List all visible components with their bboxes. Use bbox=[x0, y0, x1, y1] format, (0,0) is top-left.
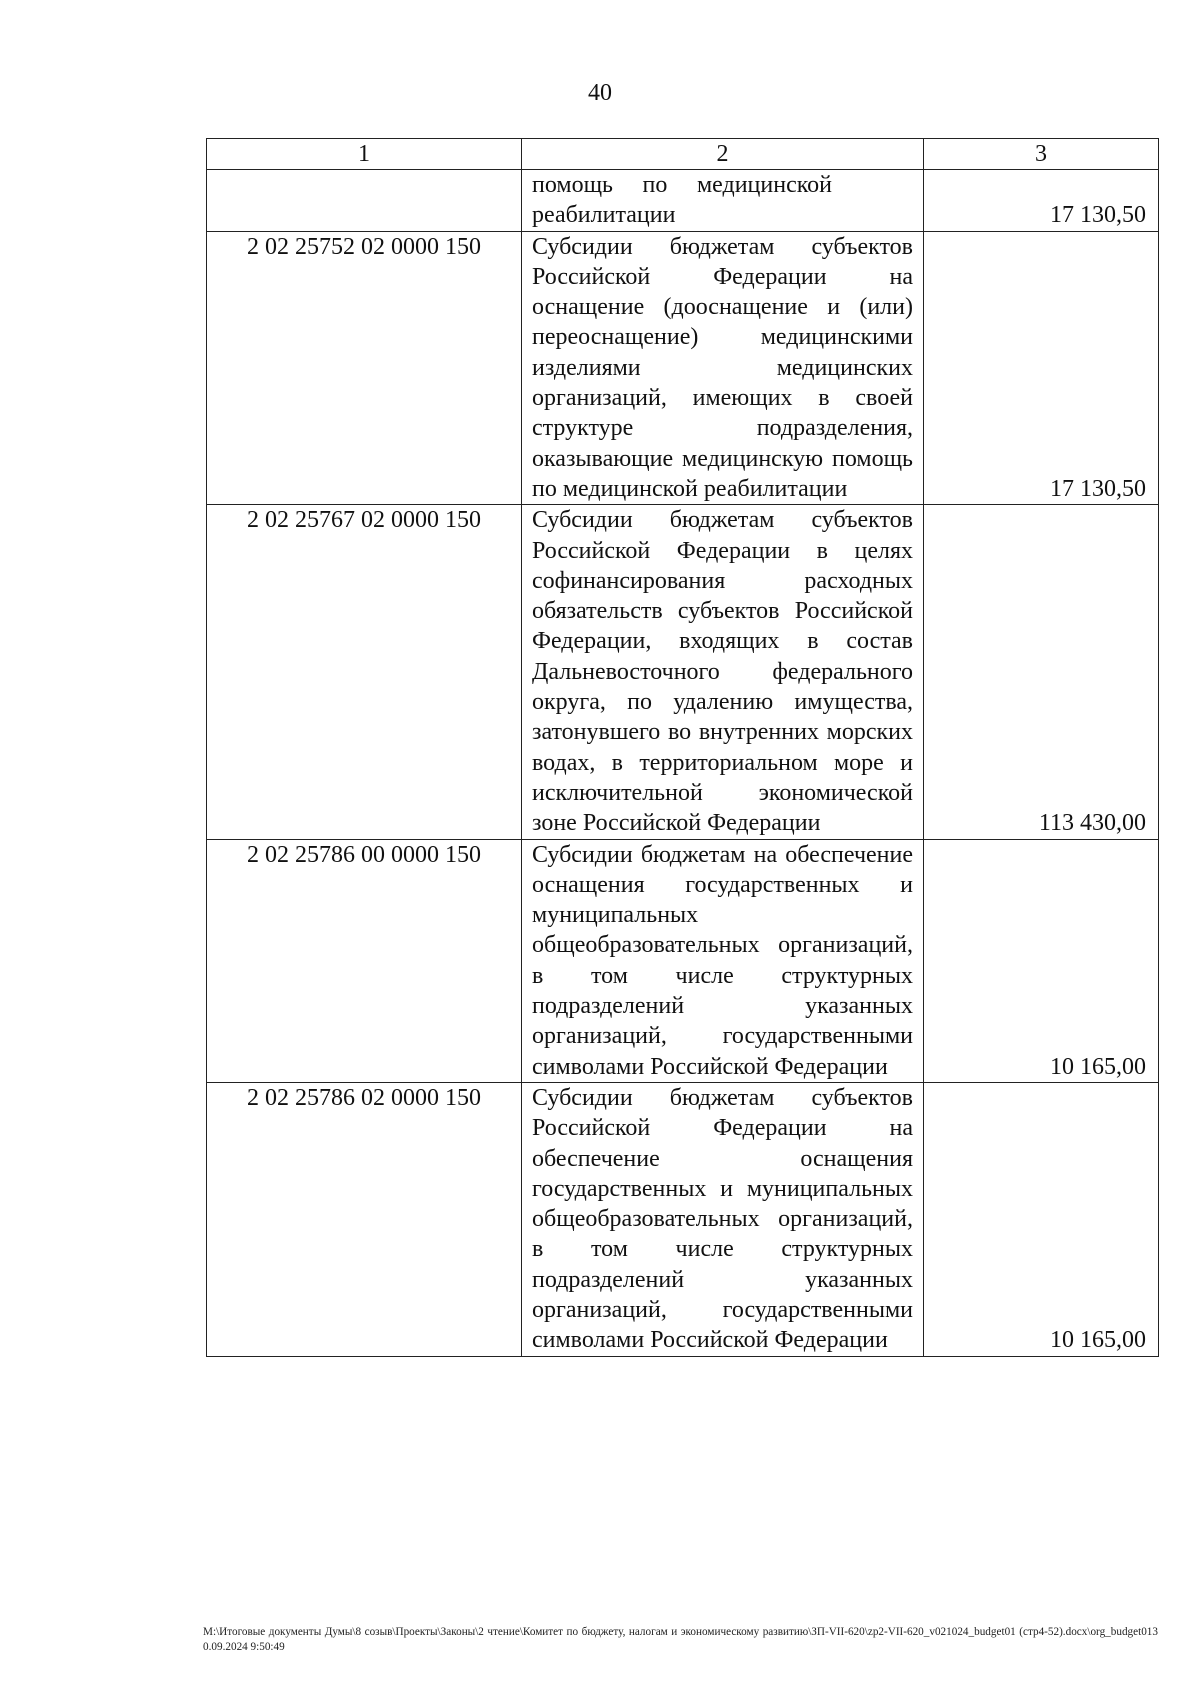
column-header-2: 2 bbox=[522, 139, 924, 170]
row-description-cell bbox=[522, 170, 924, 232]
row-amount-cell bbox=[924, 505, 1159, 839]
row-amount-cell bbox=[924, 231, 1159, 505]
row-amount-cell bbox=[924, 839, 1159, 1082]
footer-file-path: M:\Итоговые документы Думы\8 созыв\Проекты\Законы\2 чтение\Комитет по бюджету, налогам и экономическому развитию\ЗП-VII-620\zp2-VII-620_v021024_budget01 (стр4-52).docx\org_budget0130.09.2024 9:50:49 bbox=[203, 1626, 1158, 1653]
row-description: Субсидии бюджетам субъектов Российской Федерации на оснащение (дооснащение и (или) переоснащение) медицинскими изделиями медицинских организаций, имеющих в своей структуре подразделения, оказывающие медицинскую помощь по медицинской реабилитации bbox=[532, 233, 913, 502]
row-amount: 17 130,50 bbox=[1050, 202, 1146, 229]
table-row bbox=[207, 1082, 1159, 1356]
row-description: помощь по медицинской реабилитации bbox=[532, 172, 832, 229]
row-description-cell bbox=[522, 839, 924, 1082]
row-amount: 10 165,00 bbox=[1050, 1327, 1146, 1354]
row-code: 2 02 25786 02 0000 150 bbox=[207, 1082, 522, 1356]
row-amount-cell bbox=[924, 1082, 1159, 1356]
row-description-cell bbox=[522, 1082, 924, 1356]
table-row bbox=[207, 505, 1159, 839]
row-code: 2 02 25767 02 0000 150 bbox=[207, 505, 522, 839]
row-amount: 10 165,00 bbox=[1050, 1053, 1146, 1080]
row-code bbox=[207, 170, 522, 232]
page-number: 40 bbox=[588, 80, 612, 106]
row-description-cell bbox=[522, 505, 924, 839]
row-amount: 17 130,50 bbox=[1050, 475, 1146, 502]
row-description: Субсидии бюджетам субъектов Российской Федерации на обеспечение оснащения государственных и муниципальных общеобразовательных организаций, в том числе структурных подразделений указанных организаций, государственными символами Российской Федерации bbox=[532, 1084, 913, 1354]
row-description: Субсидии бюджетам субъектов Российской Федерации в целях софинансирования расходных обязательств субъектов Российской Федерации, входящих в состав Дальневосточного федерального округа, по удалению имущества, затонувшего во внутренних морских водах, в территориальном море и исключительной экономической зоне Российской Федерации bbox=[532, 507, 913, 837]
table-row bbox=[207, 839, 1159, 1082]
row-code: 2 02 25786 00 0000 150 bbox=[207, 839, 522, 1082]
budget-table bbox=[206, 138, 1159, 1357]
table-row bbox=[207, 170, 1159, 232]
row-amount-cell bbox=[924, 170, 1159, 232]
column-header-1: 1 bbox=[207, 139, 522, 170]
row-amount: 113 430,00 bbox=[1038, 810, 1146, 837]
row-description-cell bbox=[522, 231, 924, 505]
row-code: 2 02 25752 02 0000 150 bbox=[207, 231, 522, 505]
column-header-3: 3 bbox=[924, 139, 1159, 170]
table-header-row bbox=[207, 139, 1159, 170]
table-row bbox=[207, 231, 1159, 505]
row-description: Субсидии бюджетам на обеспечение оснащения государственных и муниципальных общеобразовательных организаций, в том числе структурных подразделений указанных организаций, государственными символами Российской Федерации bbox=[532, 841, 913, 1080]
